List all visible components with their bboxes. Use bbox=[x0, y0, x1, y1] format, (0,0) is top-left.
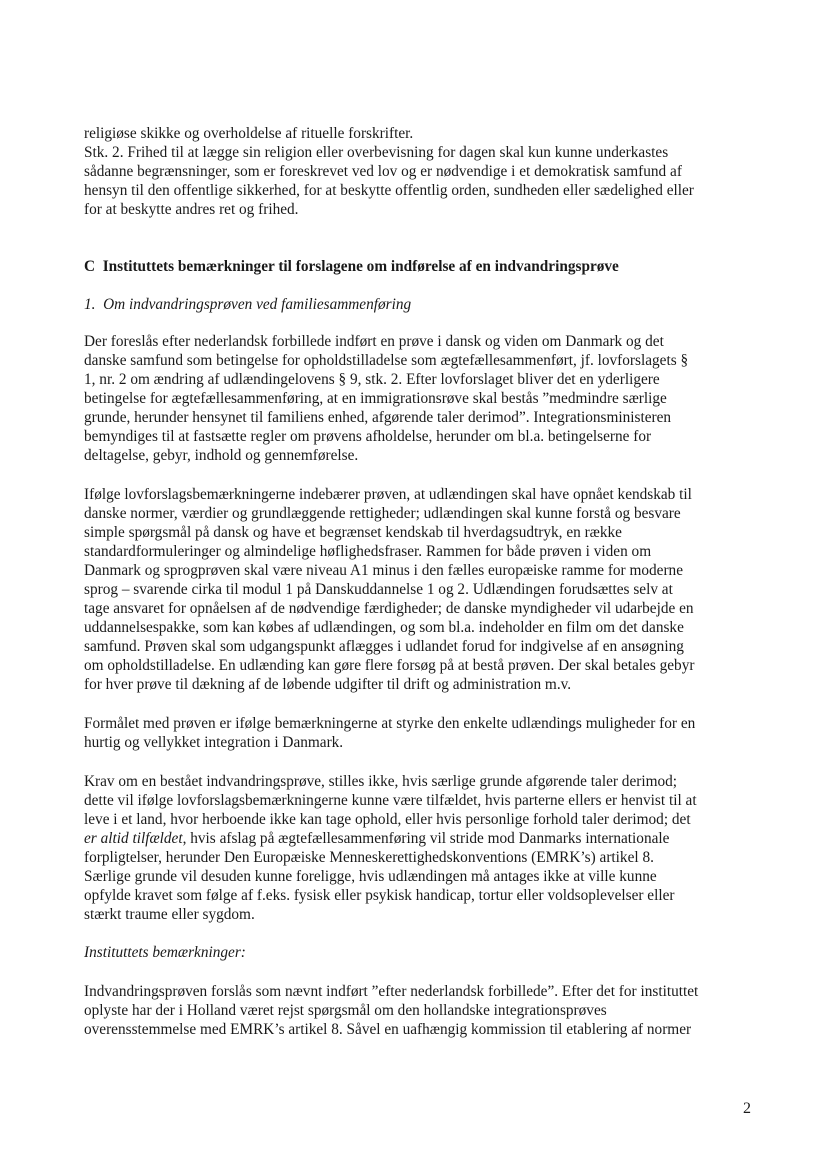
paragraph-line: Danmark og sprogprøven skal være niveau A1 minus i den fælles europæiske ramme for moderne bbox=[84, 562, 683, 579]
paragraph-line: oplyste har der i Holland været rejst spørgsmål om den hollandske integrationsprøves bbox=[84, 1002, 607, 1019]
paragraph-line: stærkt traume eller sygdom. bbox=[84, 906, 255, 923]
paragraph-line: Særlige grunde vil desuden kunne foreligge, hvis udlændingen må antages ikke at ville kunne bbox=[84, 868, 657, 885]
paragraph-line: Formålet med prøven er ifølge bemærkningerne at styrke den enkelte udlændings muligheder for en bbox=[84, 715, 696, 732]
paragraph-line: leve i et land, hvor herboende ikke kan tage ophold, eller hvis personlige forhold taler derimod; det bbox=[84, 811, 691, 828]
paragraph-line: dette vil ifølge lovforslagsbemærkningerne kunne være tilfældet, hvis parterne ellers er henvist til at bbox=[84, 792, 697, 809]
paragraph-line: 1, nr. 2 om ændring af udlændingelovens § 9, stk. 2. Efter lovforslaget bliver det en yderligere bbox=[84, 371, 660, 388]
paragraph-line: bemyndiges til at fastsætte regler om prøvens afholdelse, herunder om bl.a. betingelserne for bbox=[84, 428, 652, 445]
paragraph-line: Ifølge lovforslagsbemærkningerne indebærer prøven, at udlændingen skal have opnået kendskab til bbox=[84, 486, 692, 503]
intro-line: hensyn til den offentlige sikkerhed, for at beskytte offentlig orden, sundheden eller sædelighed eller bbox=[84, 182, 694, 199]
paragraph-line: forpligtelser, herunder Den Europæiske Menneskerettighedskonventions (EMRK’s) artikel 8. bbox=[84, 849, 654, 866]
paragraph-line: deltagelse, gebyr, indhold og gennemførelse. bbox=[84, 447, 359, 464]
paragraph-line: for hver prøve til dækning af de løbende udgifter til drift og administration m.v. bbox=[84, 676, 572, 693]
paragraph-line: danske normer, værdier og grundlæggende rettigheder; udlændingen skal kunne forstå og besvare bbox=[84, 505, 681, 522]
paragraph-line: uddannelsespakke, som kan købes af udlændingen, og som bl.a. indeholder en film om det danske bbox=[84, 619, 684, 636]
intro-line: Stk. 2. Frihed til at lægge sin religion eller overbevisning for dagen skal kun kunne underkastes bbox=[84, 144, 669, 161]
paragraph-line: standardformuleringer og almindelige høflighedsfraser. Rammen for både prøven i viden om bbox=[84, 543, 652, 560]
paragraph-line: hurtig og vellykket integration i Danmark. bbox=[84, 734, 344, 751]
remarks-heading: Instituttets bemærkninger: bbox=[84, 944, 246, 961]
paragraph-text: , hvis afslag på ægtefællesammenføring vil stride mod Danmarks internationale bbox=[182, 830, 670, 847]
page-number: 2 bbox=[743, 1100, 751, 1117]
emphasis: er altid tilfældet bbox=[84, 830, 183, 847]
paragraph-line: danske samfund som betingelse for opholdstilladelse som ægtefællesammenført, jf. lovforslagets § bbox=[84, 352, 689, 369]
paragraph-line bbox=[84, 830, 669, 848]
intro-line: sådanne begrænsninger, som er foreskrevet ved lov og er nødvendige i et demokratisk samfund af bbox=[84, 163, 682, 180]
intro-line: religiøse skikke og overholdelse af rituelle forskrifter. bbox=[84, 125, 414, 142]
paragraph-line: tage ansvaret for opnåelsen af de nødvendige færdigheder; de danske myndigheder vil udarbejde en bbox=[84, 600, 694, 617]
paragraph-line: Indvandringsprøven forslås som nævnt indført ”efter nederlandsk forbillede”. Efter det for instituttet bbox=[84, 983, 699, 1000]
paragraph-line: Der foreslås efter nederlandsk forbillede indført en prøve i dansk og viden om Danmark og det bbox=[84, 333, 664, 350]
paragraph-line: samfund. Prøven skal som udgangspunkt aflægges i udlandet forud for indgivelse af en ansøgning bbox=[84, 638, 684, 655]
paragraph-line: sprog – svarende cirka til modul 1 på Danskuddannelse 1 og 2. Udlændingen forudsættes selv at bbox=[84, 581, 673, 598]
subheading: 1. Om indvandringsprøven ved familiesammenføring bbox=[84, 296, 412, 313]
intro-line: for at beskytte andres ret og frihed. bbox=[84, 201, 299, 218]
paragraph-line: overensstemmelse med EMRK’s artikel 8. Såvel en uafhængig kommission til etablering af normer bbox=[84, 1021, 692, 1038]
paragraph-line: opfylde kravet som følge af f.eks. fysisk eller psykisk handicap, tortur eller voldsoplevelser eller bbox=[84, 887, 675, 904]
paragraph-line: om opholdstilladelse. En udlænding kan gøre flere forsøg på at bestå prøven. Der skal betales gebyr bbox=[84, 657, 695, 674]
paragraph-line: simple spørgsmål på dansk og have et begrænset kendskab til hverdagsudtryk, en række bbox=[84, 524, 622, 541]
paragraph-line: grunde, herunder hensynet til familiens enhed, afgørende taler derimod”. Integrationsministeren bbox=[84, 409, 672, 426]
paragraph-line: betingelse for ægtefællesammenføring, at en immigrationsrøve skal bestås ”medmindre særlige bbox=[84, 390, 667, 407]
paragraph-line: Krav om en bestået indvandringsprøve, stilles ikke, hvis særlige grunde afgørende taler derimod; bbox=[84, 773, 678, 790]
section-heading: C Instituttets bemærkninger til forslagene om indførelse af en indvandringsprøve bbox=[84, 258, 619, 275]
